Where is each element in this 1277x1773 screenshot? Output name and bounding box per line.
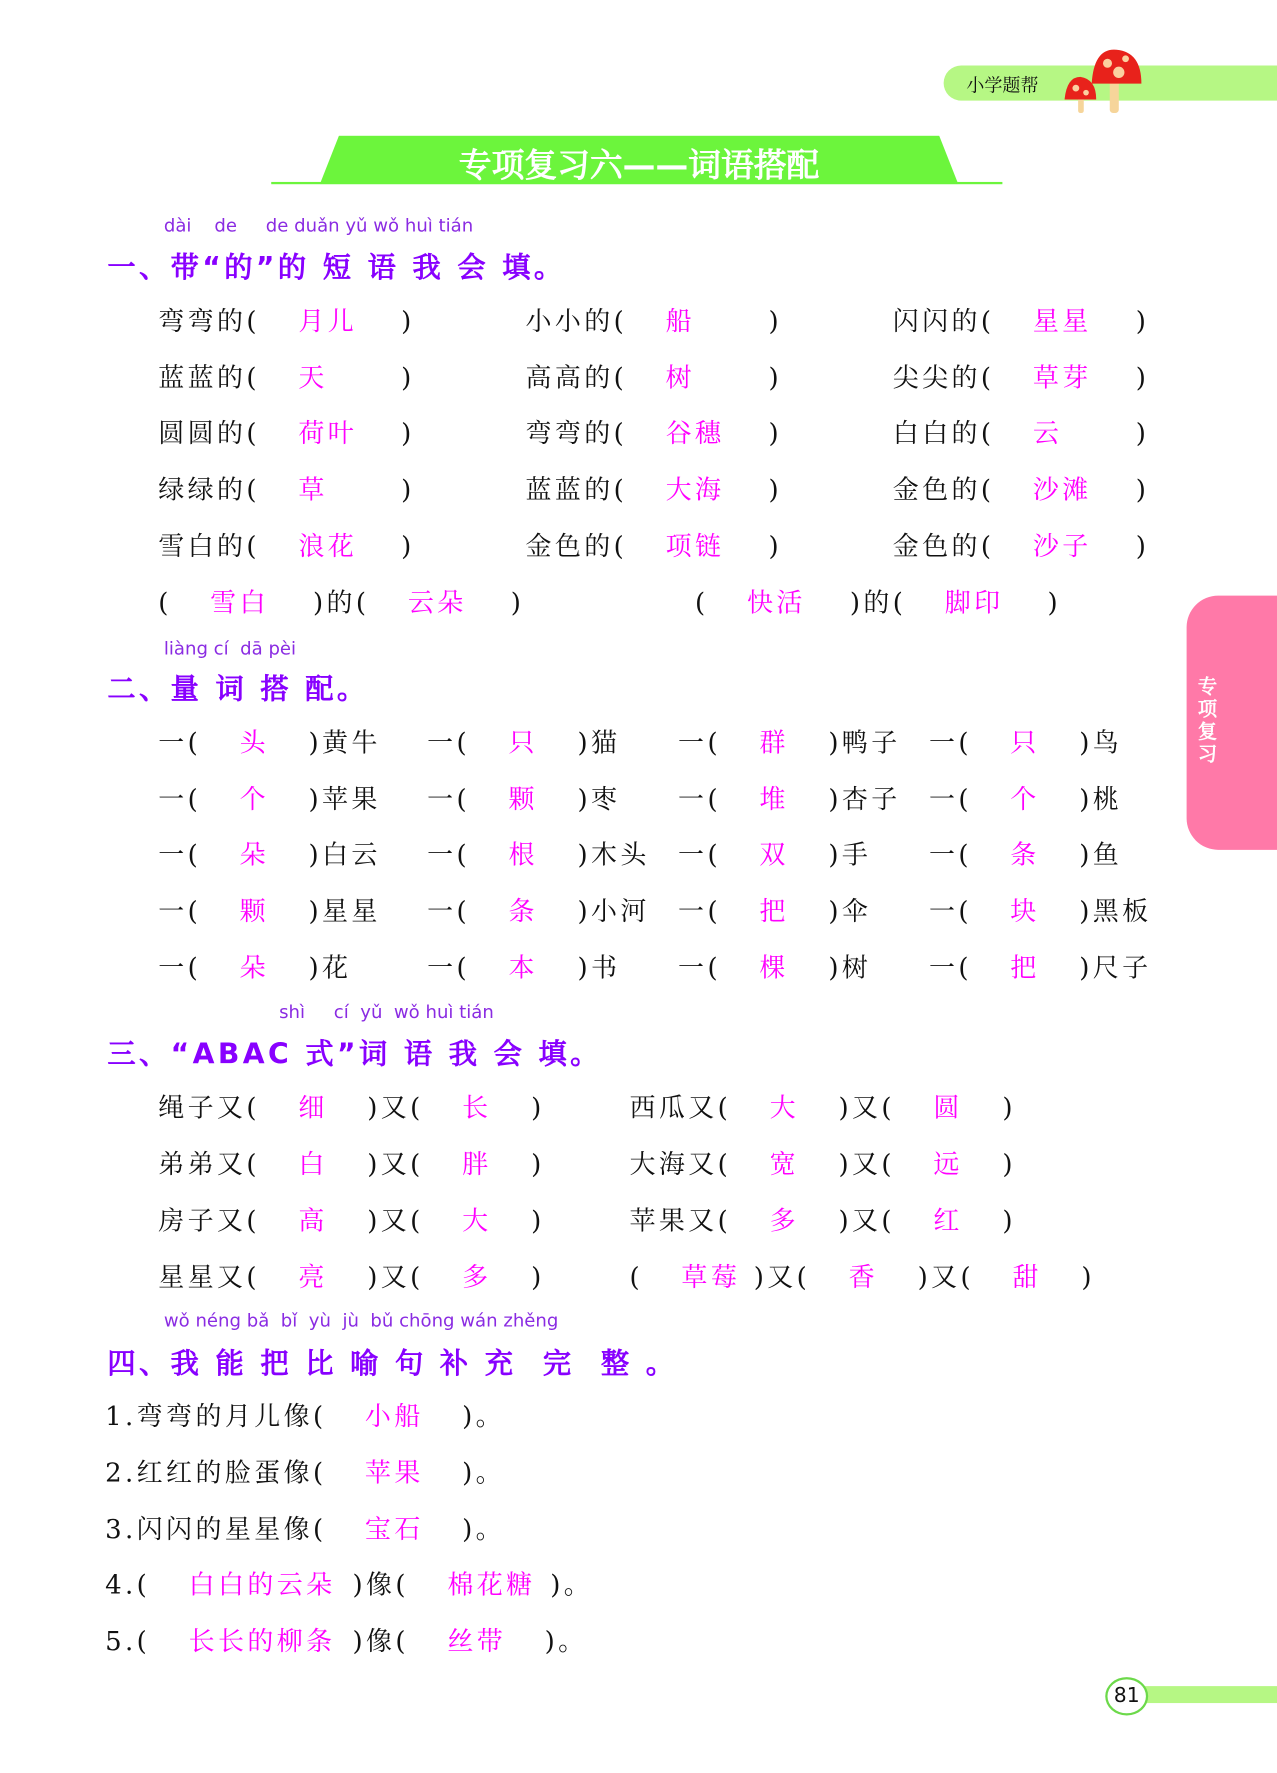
- exercise-item: [158, 305, 414, 339]
- exercise-item: [158, 952, 351, 986]
- exercise-item: [158, 1148, 544, 1182]
- exercise-item: [105, 1400, 505, 1434]
- exercise-item: [158, 530, 414, 564]
- answer-blank[interactable]: 只: [1010, 728, 1040, 759]
- prompt-text: 一(: [158, 840, 202, 871]
- answer-blank[interactable]: 宝石: [364, 1515, 424, 1545]
- section-pinyin: dài de de duǎn yǔ wǒ huì tián: [163, 214, 474, 237]
- exercise-item: [525, 305, 781, 339]
- prompt-text: 一(: [158, 953, 202, 984]
- prompt-text: 一(: [158, 728, 202, 759]
- answer-blank[interactable]: 沙滩: [1032, 475, 1092, 506]
- prompt-text: 绿绿的(: [158, 475, 260, 506]
- prompt-text: )又(: [838, 1093, 895, 1124]
- prompt-text: )的(: [849, 588, 907, 619]
- prompt-text: ): [531, 1206, 545, 1237]
- exercise-item: [105, 1569, 593, 1603]
- exercise-item: [427, 727, 620, 761]
- prompt-text: ): [531, 1150, 545, 1180]
- prompt-text: )杏子: [828, 785, 901, 815]
- answer-blank[interactable]: 亮: [298, 1263, 328, 1293]
- mushroom-icon: [1060, 45, 1150, 115]
- answer-blank[interactable]: 只: [508, 728, 538, 759]
- prompt-text: ): [768, 532, 782, 562]
- prompt-text: )尺子: [1079, 953, 1152, 984]
- prompt-text: ): [401, 307, 415, 337]
- prompt-text: )又(: [367, 1263, 424, 1293]
- prompt-text: ): [768, 307, 782, 337]
- prompt-text: 大海又(: [629, 1150, 732, 1180]
- exercise-item: [158, 727, 381, 761]
- answer-blank[interactable]: 草芽: [1032, 363, 1092, 394]
- answer-blank[interactable]: 月儿: [298, 307, 358, 337]
- prompt-text: 弯弯的(: [525, 419, 628, 449]
- answer-blank[interactable]: 香: [848, 1263, 879, 1293]
- prompt-text: 一(: [427, 897, 471, 927]
- prompt-text: )又(: [367, 1093, 424, 1124]
- answer-blank[interactable]: 双: [759, 840, 789, 871]
- prompt-text: ): [1002, 1206, 1016, 1237]
- prompt-text: 金色的(: [525, 532, 628, 562]
- brand-label: 小学题帮: [966, 74, 1039, 97]
- prompt-text: 西瓜又(: [629, 1093, 732, 1124]
- prompt-text: )。: [462, 1458, 506, 1489]
- prompt-text: 房子又(: [158, 1206, 260, 1237]
- prompt-text: )星星: [308, 897, 381, 927]
- answer-blank[interactable]: 甜: [1012, 1263, 1042, 1293]
- prompt-text: 一(: [427, 785, 471, 815]
- exercise-item: [158, 417, 414, 451]
- exercise-item: [158, 895, 381, 929]
- exercise-item: [427, 895, 650, 929]
- answer-blank[interactable]: 草: [298, 475, 328, 506]
- exercise-item: [678, 952, 871, 986]
- prompt-text: 闪闪的(: [892, 307, 995, 337]
- exercise-item: [678, 839, 871, 873]
- exercise-item: [427, 952, 620, 986]
- prompt-text: )小河: [577, 897, 650, 927]
- prompt-text: 圆圆的(: [158, 419, 260, 449]
- prompt-text: )又(: [917, 1263, 975, 1293]
- prompt-text: ): [531, 1263, 545, 1293]
- answer-blank[interactable]: 把: [1010, 953, 1040, 984]
- answer-blank[interactable]: 宽: [769, 1150, 799, 1180]
- prompt-text: 一(: [158, 785, 202, 815]
- prompt-text: )鸭子: [828, 728, 901, 759]
- answer-blank[interactable]: 棉花糖: [447, 1570, 536, 1601]
- answer-blank[interactable]: 长长的柳条: [188, 1627, 336, 1657]
- prompt-text: (: [158, 588, 172, 619]
- answer-blank[interactable]: 头: [239, 728, 269, 759]
- page-number-bar: [1141, 1686, 1277, 1703]
- answer-blank[interactable]: 远: [933, 1150, 963, 1180]
- answer-blank[interactable]: 苹果: [364, 1458, 424, 1489]
- answer-blank[interactable]: 多: [769, 1206, 799, 1237]
- exercise-item: [929, 952, 1152, 986]
- answer-blank[interactable]: 天: [298, 363, 328, 394]
- prompt-text: 一(: [427, 953, 471, 984]
- answer-blank[interactable]: 浪花: [298, 532, 358, 562]
- exercise-item: [678, 727, 901, 761]
- prompt-text: ): [1135, 363, 1150, 394]
- answer-blank[interactable]: 大: [462, 1206, 492, 1237]
- prompt-text: )书: [577, 953, 621, 984]
- prompt-text: )苹果: [308, 785, 381, 815]
- prompt-text: ): [510, 588, 525, 619]
- prompt-text: )伞: [828, 897, 872, 927]
- answer-blank[interactable]: 脚印: [944, 588, 1004, 619]
- prompt-text: 星星又(: [158, 1263, 260, 1293]
- exercise-item: [158, 839, 381, 873]
- prompt-text: ): [1002, 1093, 1016, 1124]
- answer-blank[interactable]: 丝带: [447, 1627, 507, 1657]
- answer-blank[interactable]: 本: [508, 953, 538, 984]
- exercise-item: [629, 1261, 1094, 1295]
- prompt-text: 一(: [427, 728, 471, 759]
- prompt-text: (: [695, 588, 709, 619]
- prompt-text: )又(: [367, 1206, 424, 1237]
- prompt-text: ): [768, 419, 782, 449]
- prompt-text: ): [1002, 1150, 1016, 1180]
- prompt-text: )又(: [367, 1150, 424, 1180]
- prompt-text: )像(: [352, 1570, 409, 1601]
- exercise-item: [158, 474, 414, 508]
- answer-blank[interactable]: 树: [665, 363, 695, 394]
- prompt-text: 白白的(: [892, 419, 995, 449]
- prompt-text: ): [768, 475, 782, 506]
- exercise-item: [629, 1148, 1015, 1182]
- prompt-text: 金色的(: [892, 532, 995, 562]
- prompt-text: 绳子又(: [158, 1093, 260, 1124]
- answer-blank[interactable]: 把: [759, 897, 789, 927]
- exercise-item: [629, 1205, 1015, 1239]
- exercise-item: [929, 895, 1152, 929]
- prompt-text: )。: [462, 1402, 506, 1432]
- answer-blank[interactable]: 白: [298, 1150, 328, 1180]
- exercise-item: [105, 1625, 587, 1659]
- answer-blank[interactable]: 大: [769, 1093, 799, 1124]
- prompt-text: 金色的(: [892, 475, 995, 506]
- side-tab-label: 专项复习: [1197, 675, 1218, 767]
- prompt-text: ): [401, 532, 415, 562]
- prompt-text: 一(: [928, 840, 972, 871]
- prompt-text: ): [1135, 532, 1150, 562]
- prompt-text: )枣: [577, 785, 621, 815]
- section-pinyin: liàng cí dā pèi: [163, 637, 297, 659]
- answer-blank[interactable]: 棵: [759, 953, 789, 984]
- answer-blank[interactable]: 个: [239, 785, 269, 815]
- prompt-text: 蓝蓝的(: [158, 363, 260, 394]
- exercise-item: [929, 783, 1122, 817]
- prompt-text: 2.红红的脸蛋像(: [105, 1458, 327, 1489]
- prompt-text: 一(: [928, 728, 972, 759]
- answer-blank[interactable]: 多: [462, 1263, 492, 1293]
- prompt-text: )的(: [313, 588, 370, 619]
- prompt-text: 一(: [928, 953, 972, 984]
- exercise-item: [678, 895, 871, 929]
- prompt-text: )。: [550, 1570, 594, 1601]
- answer-blank[interactable]: 船: [665, 307, 695, 337]
- prompt-text: 苹果又(: [629, 1206, 732, 1237]
- prompt-text: 一(: [928, 785, 972, 815]
- answer-blank[interactable]: 长: [462, 1093, 492, 1124]
- section-heading: 三、“ABAC 式”词 语 我 会 填。: [107, 1037, 602, 1071]
- prompt-text: 尖尖的(: [892, 363, 995, 394]
- prompt-text: ): [1135, 419, 1150, 449]
- answer-blank[interactable]: 颗: [239, 897, 269, 927]
- answer-blank[interactable]: 大海: [665, 475, 725, 506]
- prompt-text: )又(: [838, 1150, 895, 1180]
- answer-blank[interactable]: 小船: [364, 1402, 424, 1432]
- prompt-text: (: [629, 1263, 644, 1293]
- prompt-text: )树: [828, 953, 872, 984]
- prompt-text: 高高的(: [525, 363, 628, 394]
- exercise-item: [427, 783, 620, 817]
- answer-blank[interactable]: 个: [1010, 785, 1040, 815]
- section-heading: 四、我 能 把 比 喻 句 补 充 完 整 。: [107, 1347, 678, 1380]
- answer-blank[interactable]: 星星: [1032, 307, 1092, 337]
- answer-blank[interactable]: 堆: [759, 785, 789, 815]
- prompt-text: ): [401, 419, 415, 449]
- exercise-item: [158, 783, 381, 817]
- prompt-text: 5.(: [105, 1627, 151, 1657]
- section-pinyin: shì cí yǔ wǒ huì tián: [279, 1001, 494, 1023]
- section-heading: 二、量 词 搭 配。: [107, 672, 369, 706]
- prompt-text: )。: [462, 1515, 506, 1545]
- exercise-item: [695, 587, 1061, 621]
- prompt-text: )。: [544, 1627, 588, 1657]
- answer-blank[interactable]: 项链: [665, 532, 725, 562]
- prompt-text: 一(: [928, 897, 972, 927]
- prompt-text: )猫: [577, 728, 621, 759]
- page-number: 81: [1105, 1677, 1148, 1715]
- prompt-text: 3.闪闪的星星像(: [105, 1515, 327, 1545]
- prompt-text: )又(: [838, 1206, 895, 1237]
- answer-blank[interactable]: 云: [1032, 419, 1063, 449]
- answer-blank[interactable]: 白白的云朵: [188, 1570, 336, 1601]
- answer-blank[interactable]: 群: [759, 728, 789, 759]
- prompt-text: ): [401, 475, 415, 506]
- answer-blank[interactable]: 胖: [462, 1150, 492, 1180]
- answer-blank[interactable]: 条: [1010, 840, 1040, 871]
- prompt-text: 一(: [678, 840, 721, 871]
- prompt-text: 4.(: [105, 1570, 151, 1601]
- prompt-text: )像(: [352, 1627, 409, 1657]
- answer-blank[interactable]: 根: [508, 840, 538, 871]
- prompt-text: ): [531, 1093, 545, 1124]
- prompt-text: )手: [828, 840, 872, 871]
- exercise-item: [525, 530, 781, 564]
- prompt-text: 一(: [678, 785, 721, 815]
- prompt-text: )花: [308, 953, 352, 984]
- answer-blank[interactable]: 颗: [508, 785, 538, 815]
- prompt-text: )白云: [308, 840, 381, 871]
- exercise-item: [678, 783, 901, 817]
- exercise-item: [158, 1092, 544, 1126]
- answer-blank[interactable]: 朵: [239, 953, 269, 984]
- answer-blank[interactable]: 块: [1010, 897, 1040, 927]
- page-title: 专项复习六——词语搭配: [458, 145, 820, 185]
- exercise-item: [893, 305, 1149, 339]
- prompt-text: )黑板: [1079, 897, 1152, 927]
- prompt-text: )桃: [1079, 785, 1123, 815]
- answer-blank[interactable]: 雪白: [210, 588, 269, 619]
- answer-blank[interactable]: 草莓: [681, 1263, 741, 1293]
- prompt-text: 蓝蓝的(: [525, 475, 628, 506]
- section-pinyin: wǒ néng bǎ bǐ yù jù bǔ chōng wán zhěng: [163, 1309, 559, 1332]
- answer-blank[interactable]: 荷叶: [298, 419, 358, 449]
- prompt-text: ): [1081, 1263, 1095, 1293]
- prompt-text: 小小的(: [525, 307, 628, 337]
- prompt-text: )木头: [577, 840, 650, 871]
- prompt-text: 一(: [678, 953, 721, 984]
- exercise-item: [525, 474, 781, 508]
- prompt-text: ): [768, 363, 782, 394]
- answer-blank[interactable]: 细: [298, 1093, 328, 1124]
- exercise-item: [158, 362, 414, 396]
- exercise-item: [893, 417, 1149, 451]
- exercise-item: [929, 839, 1122, 873]
- answer-blank[interactable]: 红: [933, 1206, 963, 1237]
- exercise-item: [105, 1457, 505, 1491]
- prompt-text: 一(: [427, 840, 471, 871]
- prompt-text: 弟弟又(: [158, 1150, 260, 1180]
- section-heading: 一、带“的”的 短 语 我 会 填。: [107, 250, 566, 284]
- prompt-text: 一(: [158, 897, 202, 927]
- prompt-text: ): [1135, 475, 1150, 506]
- prompt-text: 一(: [678, 897, 721, 927]
- prompt-text: ): [1047, 588, 1062, 619]
- answer-blank[interactable]: 朵: [239, 840, 269, 871]
- prompt-text: ): [401, 363, 415, 394]
- answer-blank[interactable]: 沙子: [1032, 532, 1092, 562]
- answer-blank[interactable]: 云朵: [407, 588, 467, 619]
- exercise-item: [929, 727, 1122, 761]
- prompt-text: )黄牛: [308, 728, 381, 759]
- exercise-item: [893, 362, 1149, 396]
- answer-blank[interactable]: 条: [508, 897, 538, 927]
- answer-blank[interactable]: 谷穗: [665, 419, 725, 449]
- exercise-item: [629, 1092, 1015, 1126]
- answer-blank[interactable]: 快活: [746, 588, 806, 619]
- prompt-text: 一(: [678, 728, 721, 759]
- exercise-item: [525, 362, 781, 396]
- exercise-item: [158, 1261, 544, 1295]
- exercise-item: [158, 1205, 544, 1239]
- prompt-text: 弯弯的(: [158, 307, 260, 337]
- answer-blank[interactable]: 圆: [933, 1093, 963, 1124]
- exercise-item: [525, 417, 781, 451]
- prompt-text: 雪白的(: [158, 532, 260, 562]
- prompt-text: )又(: [753, 1263, 811, 1293]
- prompt-text: )鸟: [1079, 728, 1123, 759]
- prompt-text: ): [1135, 307, 1150, 337]
- exercise-item: [158, 587, 524, 621]
- prompt-text: 1.弯弯的月儿像(: [105, 1402, 327, 1432]
- exercise-item: [893, 474, 1149, 508]
- exercise-item: [427, 839, 650, 873]
- exercise-item: [105, 1513, 505, 1547]
- exercise-item: [893, 530, 1149, 564]
- prompt-text: )鱼: [1079, 840, 1123, 871]
- answer-blank[interactable]: 高: [298, 1206, 328, 1237]
